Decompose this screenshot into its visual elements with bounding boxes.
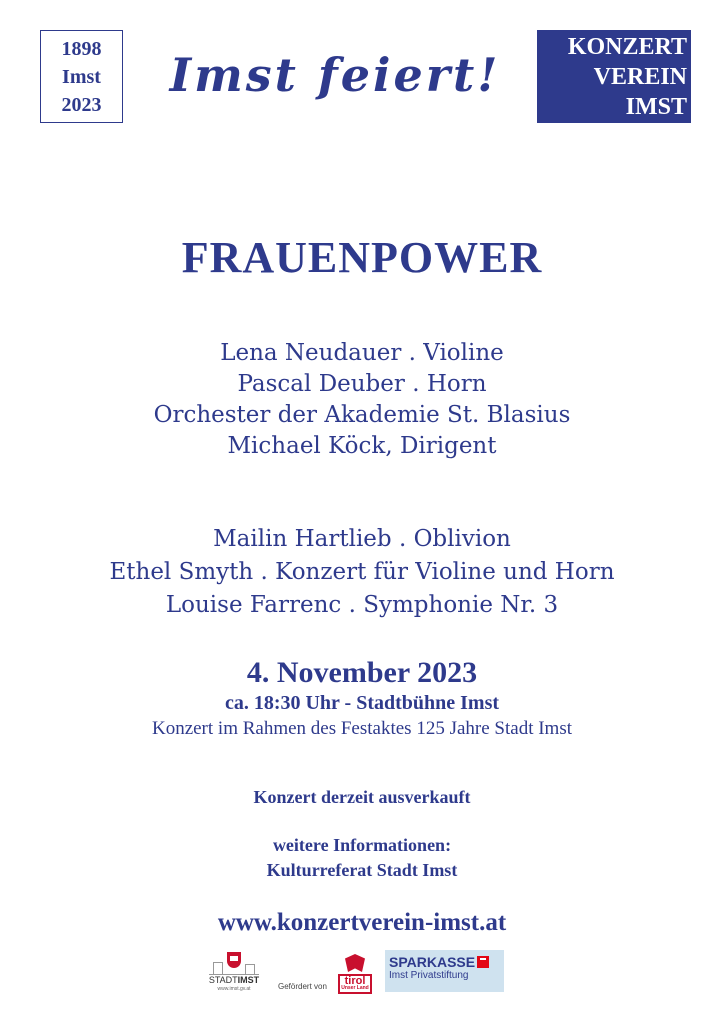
year-end: 2023 xyxy=(61,93,102,116)
logo-line-3: IMST xyxy=(625,93,687,120)
tirol-eagle-icon xyxy=(345,954,365,972)
stadt-imst-url: www.imst.gv.at xyxy=(217,986,251,992)
performer-line: Lena Neudauer . Violine xyxy=(220,340,504,366)
year-town: Imst xyxy=(62,65,101,88)
sparkasse-wordmark: SPARKASSE xyxy=(389,955,500,970)
event-time-venue: ca. 18:30 Uhr - Stadtbühne Imst xyxy=(224,692,500,714)
info-organizer: Kulturreferat Stadt Imst xyxy=(266,860,458,880)
program-line: Louise Farrenc . Symphonie Nr. 3 xyxy=(165,592,559,618)
tirol-wordmark: tirol Unser Land xyxy=(338,974,372,994)
konzertverein-logo xyxy=(537,30,691,123)
performers-list xyxy=(0,338,724,462)
program-list xyxy=(0,523,724,622)
logo-line-2: VEREIN xyxy=(593,63,687,90)
website-link[interactable]: www.konzertverein-imst.at xyxy=(217,909,507,936)
sold-out-notice: Konzert derzeit ausverkauft xyxy=(253,787,471,807)
performer-line: Michael Köck, Dirigent xyxy=(227,433,497,459)
info-label: weitere Informationen: xyxy=(272,835,452,855)
tirol-sponsor-logo xyxy=(278,950,373,998)
stadt-imst-logo xyxy=(203,950,265,998)
anniversary-year-box xyxy=(40,30,123,123)
sparkasse-subtitle: Imst Privatstiftung xyxy=(389,970,469,981)
program-line: Ethel Smyth . Konzert für Violine und Horn xyxy=(109,559,615,585)
program-line: Mailin Hartlieb . Oblivion xyxy=(213,526,511,552)
coat-of-arms-icon xyxy=(227,952,241,968)
funded-by-label: Gefördert von xyxy=(278,982,327,991)
performer-line: Orchester der Akademie St. Blasius xyxy=(153,402,571,428)
sparkasse-logo xyxy=(385,950,504,992)
event-context: Konzert im Rahmen des Festaktes 125 Jahre Stadt Imst xyxy=(151,718,573,739)
concert-title: FRAUENPOWER xyxy=(181,233,543,282)
logo-line-1: KONZERT xyxy=(567,33,687,60)
year-start: 1898 xyxy=(61,37,102,60)
performer-line: Pascal Deuber . Horn xyxy=(237,371,487,397)
stadt-imst-label: STADTIMST xyxy=(208,975,260,985)
headline: Imst feiert! xyxy=(169,48,501,102)
sparkasse-s-icon xyxy=(477,956,489,968)
event-date: 4. November 2023 xyxy=(246,656,478,689)
